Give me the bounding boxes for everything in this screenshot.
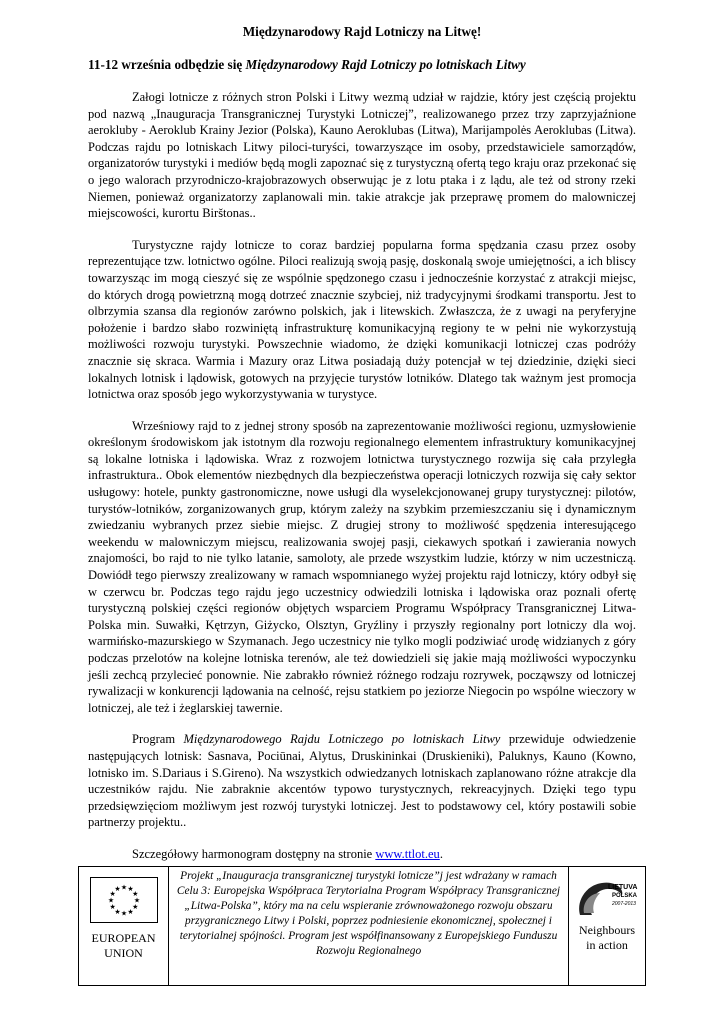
eu-caption-line1: EUROPEAN	[91, 931, 156, 945]
eu-star-icon: ★	[109, 890, 116, 898]
neighbours-caption-line2: in action	[586, 938, 628, 952]
lietuva-polska-logo-icon	[572, 875, 642, 921]
paragraph-4-event-name: Międzynarodowego Rajdu Lotniczego po lotniskach Litwy	[183, 732, 501, 747]
eu-star-icon: ★	[120, 883, 127, 892]
eu-star-icon: ★	[131, 890, 138, 898]
eu-star-icon: ★	[133, 896, 140, 905]
eu-caption-line2: UNION	[104, 946, 143, 960]
paragraph-5-text: Szczegółowy harmonogram dostępny na stronie	[132, 846, 376, 861]
eu-star-icon: ★	[126, 907, 134, 916]
eu-star-icon: ★	[113, 885, 121, 894]
subtitle-event-name: Międzynarodowy Rajd Lotniczy po lotniskach Litwy	[245, 57, 526, 72]
page-title: Międzynarodowy Rajd Lotniczy na Litwę!	[242, 24, 482, 39]
eu-caption	[91, 931, 155, 961]
neighbours-caption-line1: Neighbours	[579, 923, 635, 937]
logo-years-text: 2007-2013	[612, 901, 636, 907]
eu-star-icon: ★	[120, 909, 127, 918]
paragraph-4-text: przewiduje odwiedzenie następujących lotnisk: Sasnava, Pociūnai, Alytus, Druskininkai (Druskieniki), Paluknys, Kauno (Kowno, lotnisko im. S.Dariaus i S.Gireno). Na wszystkich odwiedzanych lotniskach zaplanowano różne atrakcje dla uczestników rajdu. Nie zabraknie akcentów typowo turystycznych, rekreacyjnych. Dzięki tego typu przedsięwzięciom możliwym jest rozwój turystyki lotniczej. Jest to podstawowy cel, który postawili sobie partnerzy projektu..	[88, 732, 636, 830]
eu-star-icon: ★	[126, 885, 134, 894]
paragraph-5-end: .	[439, 846, 443, 861]
eu-flag-icon	[90, 877, 158, 923]
logo-polska-text: POLSKA	[612, 893, 638, 899]
neighbours-caption	[579, 923, 635, 953]
logo-lietuva-text: LIETUVA	[608, 884, 638, 891]
eu-logo-cell	[79, 867, 169, 985]
paragraph-4-intro: Program	[132, 732, 184, 747]
paragraph-3: Wrześniowy rajd to z jednej strony sposób na zaprezentowanie możliwości regionu, uzmysłowienie określonym środowiskom jak istotnym dla rozwoju regionalnego elementem infrastruktury komunikacyjnej są lokalne lotniska i lądowiska. Wraz z rozwojem lotnictwa turystycznego rozwija się cała przyległa infrastruktura.. Obok elementów niezbędnych dla bezpieczeństwa operacji lotniczych rozwija się cały sektor usługowy: hotele, punkty gastronomiczne, nowe usługi dla wyselekcjonowanej grupy turystycznej: pilotów, turystów-lotników, zorganizowanych grup, którym zależy na szybkim przemieszczaniu się i dynamicznym zwiedzaniu wybranych przez siebie miejsc. Z drugiej strony to możliwość spędzenia interesującego weekendu w malowniczym miejscu, realizowania swojej pasji, ciekawych spotkań i zawierania nowych znajomości, bo rajd to nie tylko latanie, samoloty, ale przede wszystkim ludzie, którzy w nim uczestniczą. Dowiódł tego pierwszy zrealizowany w ramach wspomnianego wyżej projektu rajd lotniczy, który odbył się w czerwcu br. Podczas tego rajdu jego uczestnicy odwiedzili lotniska i lądowiska oraz poznali ofertę turystyczną polskiej części regionów objętych wsparciem Programu Współpracy Transgranicznej Litwa-Polska min. Suwałki, Kętrzyn, Giżycko, Olsztyn, Gryźliny i przyszły regionalny port lotniczy dla woj. warmińsko-mazurskiego w Szymanach. Jego uczestnicy nie tylko mogli podziwiać urodę widzianych z góry podczas przelotów na kolejne lotniska terenów, ale też dowiedzieli się jakie mają możliwości wypoczynku jeśli zechcą przylecieć ponownie. Nie zabrakło również różnego rodzaju rozrywek, począwszy od lotniczej rywalizacji w konkurencji lądowania na celność, rejsu statkiem po jeziorze Niegocin po wspólne wieczory w lotniczej, ale też i żeglarskiej tawernie.	[88, 418, 636, 715]
document-body	[88, 24, 636, 878]
subtitle	[88, 57, 636, 73]
eu-stars-icon	[94, 880, 154, 920]
eu-star-icon: ★	[109, 903, 116, 911]
website-link[interactable]: www.ttlot.eu	[375, 846, 440, 861]
paragraph-4	[88, 731, 636, 831]
project-description: Projekt „Inauguracja transgranicznej turystyki lotnicze”j jest wdrażany w ramach Celu 3: Europejska Współpraca Terytorialna Program Współpracy Transgranicznej „Litwa-Polska”, który ma na celu wspieranie zrównoważonego rozwoju obszaru przygranicznego Litwy i Polski, poprzez podniesienie ekonomicznej, społecznej i terytorialnej spójności. Program jest współfinansowany z Europejskiego Funduszu Rozwoju Regionalnego	[169, 867, 569, 985]
eu-star-icon: ★	[113, 907, 121, 916]
eu-star-icon: ★	[131, 903, 138, 911]
lietuva-polska-logo-cell	[569, 867, 645, 985]
eu-star-icon: ★	[107, 896, 114, 905]
footer-box	[78, 866, 646, 986]
paragraph-5	[88, 846, 636, 863]
paragraph-2: Turystyczne rajdy lotnicze to coraz bardziej popularna forma spędzania czasu przez osoby reprezentujące tzw. lotnictwo ogólne. Piloci realizują swoją pasję, doskonalą swoje umiejętności, a ich bliscy towarzysząc im mogą cieszyć się ze wspólnie spędzonego czasu i jednocześnie korzystać z atrakcji miejsc, do których drogą powietrzną mogą dotrzeć znacznie szybciej, niż tradycyjnymi środkami transportu. Jest to olbrzymia szansa dla regionów zarówno polskich, jak i litewskich. Zwłaszcza, że z uwagi na peryferyjne położenie i bardzo słabo rozwiniętą infrastrukturę komunikacyjną regiony te w pełni nie wykorzystują możliwości rozwoju turystyki. Powszechnie wiadomo, że dzięki komunikacji lotniczej czas podróży znacznie się skraca. Warmia i Mazury oraz Litwa posiadają duży potencjał w tej dziedzinie, dzięki sieci lokalnych lotnisk i lądowisk, gotowych na przyjęcie turystów lotników. Dlatego tak ważnym jest promocja lotnictwa oraz sposób jego wykorzystywania w turystyce.	[88, 237, 636, 402]
paragraph-1: Załogi lotnicze z różnych stron Polski i Litwy wezmą udział w rajdzie, który jest częścią projektu pod nazwą „Inauguracja Transgranicznej Turystyki Lotniczej”, realizowanego przez trzy zaprzyjaźnione aerokluby - Aeroklub Krainy Jezior (Polska), Kauno Aeroklubas (Litwa), Marijampolės Aeroklubas (Litwa). Podczas rajdu po lotniskach Litwy piloci-turyści, towarzyszące im osoby, przedstawiciele samorządów, organizatorów turystyki i mediów będą mogli zapoznać się z turystyczną ofertą tego kraju oraz przekonać się o jego walorach przyrodniczo-krajobrazowych obserwując je z lotu ptaka i z lądu, ale też od strony rzeki Niemen, ponieważ organizatorzy zaplanowali min. takie atrakcje jak przeprawę promem do malowniczej miejscowości, kurortu Birštonas..	[88, 90, 636, 221]
subtitle-date: 11-12 września odbędzie się	[88, 57, 246, 72]
